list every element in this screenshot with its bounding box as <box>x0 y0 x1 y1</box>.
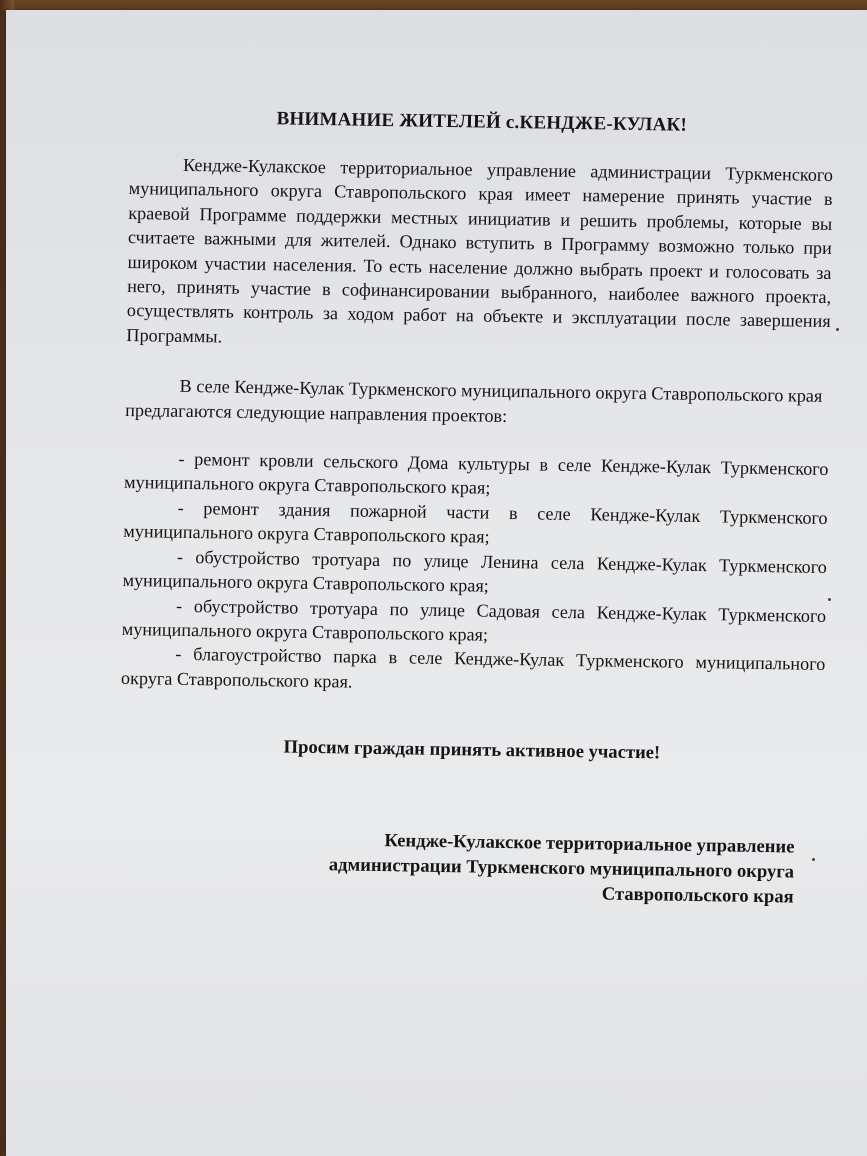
project-item: - благоустройство парка в селе Кендже-Кулак Туркменского муниципального округа Ставропольского края. <box>120 644 826 692</box>
project-item: - обустройство тротуара по улице Садовая села Кендже-Кулак Туркменского муниципального округа Ставропольского края; <box>121 595 827 645</box>
project-list <box>121 446 829 701</box>
signature-block <box>118 824 823 910</box>
paper-speck <box>828 598 831 601</box>
paper-speck <box>836 328 839 331</box>
project-item: - ремонт здания пожарной части в селе Кендже-Кулак Туркменского муниципального округа Ставропольского края; <box>123 497 828 547</box>
signature-line: администрации Туркменского муниципального округа <box>328 854 795 883</box>
intro-paragraph: Кендже-Кулакское территориальное управление администрации Туркменского муниципального округа Ставропольского края имеет намерение принять участие в краевой Программе поддержки местных инициатив и решить проблемы, которые вы считаете важными для жителей. Однако вступить в Программу возможно только при широком участии населения. То есть население должно выбрать проект и голосовать за него, принять участие в софинансировании выбранного, наиболее важного проекта, осуществлять контроль за ходом работ на объекте и эксплуатации после завершения Программы. <box>126 154 834 347</box>
notice-title: ВНИМАНИЕ ЖИТЕЛЕЙ с.КЕНДЖЕ-КУЛАК! <box>276 108 688 136</box>
appeal-text: Просим граждан принять активное участие! <box>283 736 661 764</box>
project-item: - ремонт кровли сельского Дома культуры в селе Кендже-Кулак Туркменского муниципального округа Ставропольского края; <box>123 448 829 499</box>
directions-intro-paragraph: В селе Кендже-Кулак Туркменского муниципального округа Ставропольского края предлагаются следующие направления проектов: <box>125 376 823 426</box>
signature-line: Ставропольского края <box>601 883 794 908</box>
project-item: - обустройство тротуара по улице Ленина села Кендже-Кулак Туркменского муниципального округа Ставропольского края; <box>122 546 828 596</box>
signature-line: Кендже-Кулакское территориальное управление <box>384 830 795 858</box>
paper-sheet <box>6 10 867 1156</box>
notice-content <box>118 106 834 910</box>
